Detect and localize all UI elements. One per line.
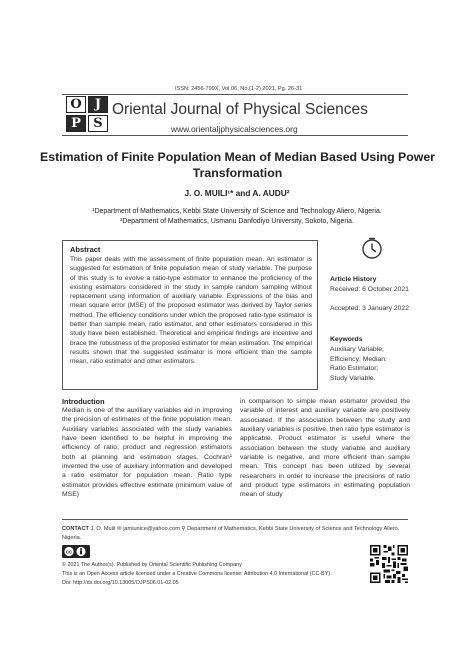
abstract-text: This paper deals with the assessment of finite population mean. An estimator is suggested for estimation of finite population mean of study variable. The purpose of this study is to evolve a ratio-type estimator to enhance the proficiency of the existing estimators considered in the study in sample random sampling without replacement using information of auxiliary variable. Expressions of the bias and mean square error (MSE) of the proposed estimator was derived by Taylor series method. The efficiency conditions under which the proposed ratio-type estimator is better than sample mean, ratio estimator, and other estimators considered in this study have been established. Theoretical and empirical findings are incentive and brace the robustness of the proposed estimator for mean estimation. The empirical results shown that the suggested estimator is more efficient than the sample mean, ratio estimator and other estimators. xyxy=(70,256,312,366)
copyright-line: © 2021 The Author(s). Published by Oriental Scientific Publishing Company xyxy=(62,562,242,568)
journal-logo xyxy=(66,96,108,132)
footer-rule xyxy=(62,519,408,520)
department-icon: ⚲ xyxy=(181,526,186,532)
keywords-heading: Keywords xyxy=(330,336,363,343)
journal-name: Oriental Journal of Physical Sciences xyxy=(112,101,368,118)
contact-email[interactable]: jamiunice@yahoo.com xyxy=(123,526,180,532)
license-line: This is an Open Access article licensed under a Creative Commons license: Attribution 4.0 International (CC-BY). xyxy=(62,571,332,577)
introduction-heading: Introduction xyxy=(62,397,105,406)
keyword-item: Efficiency; Median; xyxy=(330,355,387,363)
article-authors: J. O. MUILI¹* and A. AUDU² xyxy=(184,188,290,198)
cc-by-icon xyxy=(62,545,90,558)
contact-label: CONTACT xyxy=(62,526,89,532)
affiliation-1: ¹Department of Mathematics, Kebbi State University of Science and Technology Aliero, Nigeria. xyxy=(92,208,382,215)
journal-url[interactable]: www.orientaljphysicalsciences.org xyxy=(171,124,298,134)
qr-code-icon xyxy=(370,545,408,583)
doi-line[interactable]: Doi: http://dx.doi.org/10.13005/OJPS06.01-02.05 xyxy=(62,580,179,586)
article-title: Estimation of Finite Population Mean of Median Based Using Power Transformation xyxy=(40,150,435,180)
logo-letter-o: O xyxy=(66,96,86,113)
header-top-rule xyxy=(62,94,408,95)
article-history-heading: Article History xyxy=(330,276,377,283)
body-column-left: Median is one of the auxiliary variables aid in improving the precision of estimates of the finite population mean. Auxiliary variables associated with the study variables have been identified to be helpful in improving the efficiency of ratio, product and regression estimators both at planning and estimation stages. Cochran¹ invented the use of auxiliary information and developed a ratio estimator for population mean. Ratio type estimator provides effective estimate (minimum value of MSE) xyxy=(62,407,232,499)
keyword-item: Study Variable. xyxy=(330,374,376,382)
logo-letter-s: S xyxy=(88,115,108,132)
logo-letter-p: P xyxy=(66,115,86,132)
email-icon: ✉ xyxy=(116,526,122,532)
contact-line xyxy=(62,525,408,543)
header-bottom-rule xyxy=(62,135,408,136)
abstract-heading: Abstract xyxy=(70,245,101,254)
body-column-right: in comparison to simple mean estimator provided the variable of interest and auxiliary variable are positively associated. If the association between the study and auxiliary variables is positive, then ratio type estimator is applicable. Product estimator is useful where the association between the study variable and auxiliary variable is negative, and more efficient than sample mean. This concept has been utilized by several researchers in order to increase the precisions of ratio and product type estimators in estimating population mean of study xyxy=(240,398,410,499)
contact-name: J. O. Muili xyxy=(90,526,116,532)
accepted-date: Accepted: 3 January 2022 xyxy=(330,305,409,312)
contact-department: Department of Mathematics, Kebbi State University of Science and Technology Aliero, Nigeria. xyxy=(62,526,400,541)
keyword-item: Auxiliary Variable; xyxy=(330,346,384,353)
svg-text:cc: cc xyxy=(66,549,72,556)
clock-icon xyxy=(360,236,384,260)
issn-line: ISSN: 2456-799X, Vol.06, No.(1-2) 2021, Pg. 26-31 xyxy=(175,86,303,92)
keyword-item: Ratio Estimator; xyxy=(330,365,379,373)
logo-letter-j: J xyxy=(88,96,108,113)
affiliation-2: ²Department of Mathematics, Usmanu Danfodiyo University, Sokoto, Nigeria. xyxy=(120,218,354,225)
received-date: Received: 6 October 2021 xyxy=(330,286,409,293)
